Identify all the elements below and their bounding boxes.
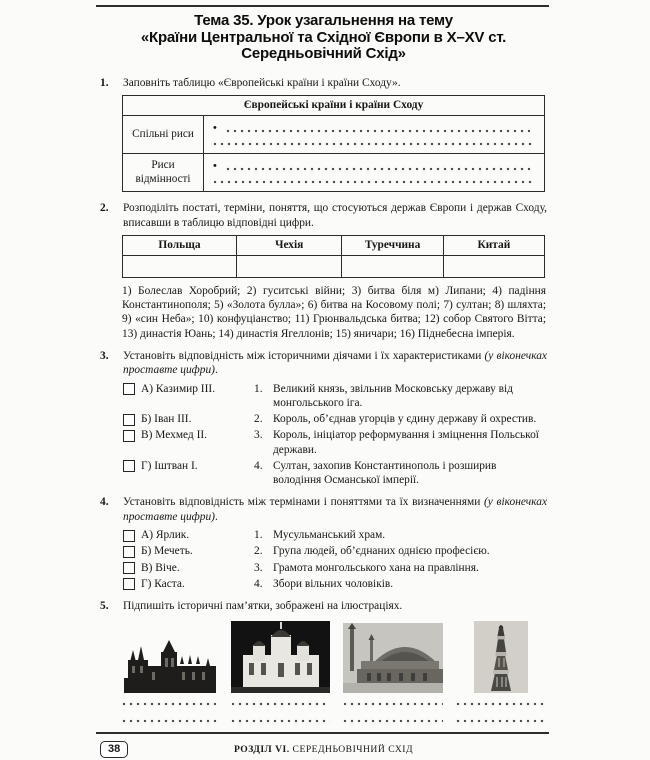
match-row (123, 561, 547, 575)
answer-dotted-line[interactable] (226, 129, 534, 133)
task-2-col-china: Китай (443, 236, 544, 256)
answer-dotted-line[interactable] (213, 142, 534, 146)
definition-number: 1. (254, 529, 263, 542)
task-3-matching (123, 382, 547, 487)
answer-checkbox[interactable] (123, 430, 135, 442)
task-2-col-poland: Польща (123, 236, 237, 256)
task-3-text-tail: . (214, 364, 218, 377)
task-3 (100, 349, 547, 378)
match-option-label: В) Мехмед II. (141, 429, 208, 442)
answer-checkbox[interactable] (123, 383, 135, 395)
task-4-number: 4. (100, 496, 109, 509)
task-3-number: 3. (100, 349, 109, 362)
match-definition-2 (254, 544, 547, 558)
match-definition-3 (254, 428, 547, 456)
answer-checkbox[interactable] (123, 562, 135, 574)
task-4-text-italic: (у віконечках проставте цифри) (123, 496, 547, 523)
task-5-illustrations (122, 621, 546, 723)
answer-dotted-line[interactable] (213, 180, 534, 184)
definition-text: Мусульманський храм. (273, 529, 386, 542)
task-1-table-header: Європейські країни і країни Сходу (123, 96, 545, 116)
match-option-v (123, 428, 254, 442)
task-2-answer-cell-china[interactable] (443, 256, 544, 278)
top-divider (96, 5, 549, 7)
definition-number: 3. (254, 561, 263, 574)
match-definition-4 (254, 459, 547, 487)
task-2-text: Розподіліть постаті, терміни, поняття, що стосуються держав Європи і держав Сходу, вписавши в таблицю відповідні цифри. (123, 202, 547, 229)
footer-section-rest: СЕРЕДНЬОВІЧНИЙ СХІД (289, 743, 414, 755)
page-title (100, 13, 547, 63)
task-2 (100, 201, 547, 230)
footer-section-bold: РОЗДІЛ VI. (233, 743, 290, 755)
match-option-label: Г) Іштван I. (141, 459, 198, 472)
match-row (123, 577, 547, 591)
task-3-text-italic: (у віконечках проставте цифри) (123, 349, 547, 377)
task-2-table (122, 235, 545, 278)
match-option-v (123, 561, 254, 575)
caption-dotted-line[interactable] (343, 702, 443, 706)
definition-text: Султан, захопив Константинополь і розширив володіння Османської імперії. (273, 459, 497, 487)
definition-number: 1. (254, 382, 263, 395)
footer-divider (96, 732, 549, 734)
task-1-text: Заповніть таблицю «Європейські країни і країни Сходу». (123, 76, 401, 89)
task-5-number: 5. (100, 600, 109, 613)
match-option-label: А) Ярлик. (141, 529, 190, 542)
illustration-column-2 (231, 621, 330, 723)
hagia-sophia-photo (343, 623, 443, 693)
gothic-cathedral-photo (122, 640, 218, 693)
task-2-answer-cell-poland[interactable] (123, 256, 237, 278)
task-2-answer-cell-czechia[interactable] (236, 256, 342, 278)
match-option-g (123, 459, 254, 473)
match-option-a (123, 382, 254, 396)
task-4-text (123, 495, 547, 524)
match-row (123, 544, 547, 558)
task-3-text (123, 349, 547, 378)
minaret-tower-photo (474, 621, 528, 693)
answer-checkbox[interactable] (123, 578, 135, 590)
definition-text: Король, ініціатор реформування і зміцнення Польської держави. (273, 429, 539, 456)
task-1 (100, 76, 547, 91)
task-2-number: 2. (100, 202, 109, 214)
match-row (123, 428, 547, 456)
caption-dotted-line[interactable] (231, 702, 330, 706)
definition-number: 3. (254, 429, 263, 442)
task-2-col-turkey: Туреччина (342, 236, 443, 256)
task-1-row2-answer[interactable] (204, 154, 545, 192)
match-definition-1 (254, 382, 547, 410)
caption-dotted-line[interactable] (122, 719, 218, 723)
task-1-row2-label: Риси відмінності (123, 154, 204, 192)
match-row (123, 459, 547, 487)
task-4-text-main: Установіть відповідність між термінами і поняттями та їх визначеннями (123, 496, 484, 509)
match-option-label: В) Віче. (141, 561, 180, 574)
match-definition-4 (254, 577, 547, 591)
illustration-column-1 (122, 640, 218, 723)
answer-dotted-line[interactable] (226, 167, 534, 171)
definition-text: Король, об’єднав угорців у єдину державу й охрестив. (273, 413, 537, 426)
match-option-b (123, 412, 254, 426)
illustration-column-4 (456, 621, 546, 723)
definition-number: 2. (254, 545, 263, 558)
task-2-items-list: 1) Болеслав Хоробрий; 2) гуситські війни; 3) битва біля м) Липани; 4) падіння Константинополя; 5) «Золота булла»; 6) битва на Косовому полі; 7) султан; 8) шляхта; 9) «син Неба»; 10) конфуціанство; 11) Грюнвальдська битва; 12) собор Святого Вітта; 13) династія Юань; 14) династія Ягеллонів; 15) яничари; 16) Піднебесна імперія. (122, 285, 546, 340)
match-row (123, 412, 547, 426)
answer-checkbox[interactable] (123, 460, 135, 472)
answer-checkbox[interactable] (123, 546, 135, 558)
match-definition-2 (254, 412, 547, 426)
definition-number: 4. (254, 459, 263, 472)
match-option-b (123, 544, 254, 558)
task-4 (100, 495, 547, 524)
page-title-line2: «Країни Центральної та Східної Європи в X–XV ст. Середньовічний Схід» (140, 28, 507, 62)
caption-dotted-line[interactable] (231, 719, 330, 723)
white-domed-cathedral-photo (231, 621, 330, 693)
definition-text: Великий князь, звільнив Московську державу від монгольського іга. (273, 382, 513, 410)
caption-dotted-line[interactable] (456, 702, 546, 706)
task-4-text-tail: . (214, 510, 218, 523)
caption-dotted-line[interactable] (343, 719, 443, 723)
page-number-badge: 38 (100, 741, 128, 758)
illustration-column-3 (343, 623, 443, 723)
task-2-col-czechia: Чехія (236, 236, 342, 256)
match-option-label: Б) Іван III. (141, 413, 192, 426)
task-4-matching (123, 528, 547, 591)
page-title-line1: Тема 35. Урок узагальнення на тему (194, 12, 453, 29)
task-1-table (122, 95, 545, 192)
task-1-row1-label: Спільні риси (123, 116, 204, 154)
answer-checkbox[interactable] (123, 414, 135, 426)
match-option-label: А) Казимир III. (141, 382, 216, 395)
task-5-text: Підпишіть історичні пам’ятки, зображені на ілюстраціях. (123, 600, 403, 613)
definition-number: 4. (254, 577, 263, 590)
caption-dotted-line[interactable] (122, 702, 218, 706)
bullet-marker: • (213, 122, 217, 134)
definition-text: Грамота монгольського хана на правління. (273, 561, 479, 574)
match-option-g (123, 577, 254, 591)
footer-section-label (100, 740, 547, 755)
answer-checkbox[interactable] (123, 530, 135, 542)
match-option-a (123, 528, 254, 542)
match-row (123, 528, 547, 542)
match-row (123, 382, 547, 410)
task-5 (100, 599, 547, 614)
match-option-label: Б) Мечеть. (141, 545, 193, 558)
bullet-marker: • (213, 160, 217, 172)
match-definition-1 (254, 528, 547, 542)
page-footer (100, 740, 547, 760)
caption-dotted-line[interactable] (456, 719, 546, 723)
task-3-text-main: Установіть відповідність між історичними діячами і їх характеристиками (123, 349, 485, 362)
task-1-number: 1. (100, 76, 109, 89)
definition-text: Збори вільних чоловіків. (273, 577, 394, 590)
task-2-answer-cell-turkey[interactable] (342, 256, 443, 278)
match-definition-3 (254, 561, 547, 575)
definition-text: Група людей, об’єднаних однією професією. (273, 545, 490, 558)
task-1-row1-answer[interactable] (204, 116, 545, 154)
match-option-label: Г) Каста. (141, 577, 185, 590)
definition-number: 2. (254, 413, 263, 426)
